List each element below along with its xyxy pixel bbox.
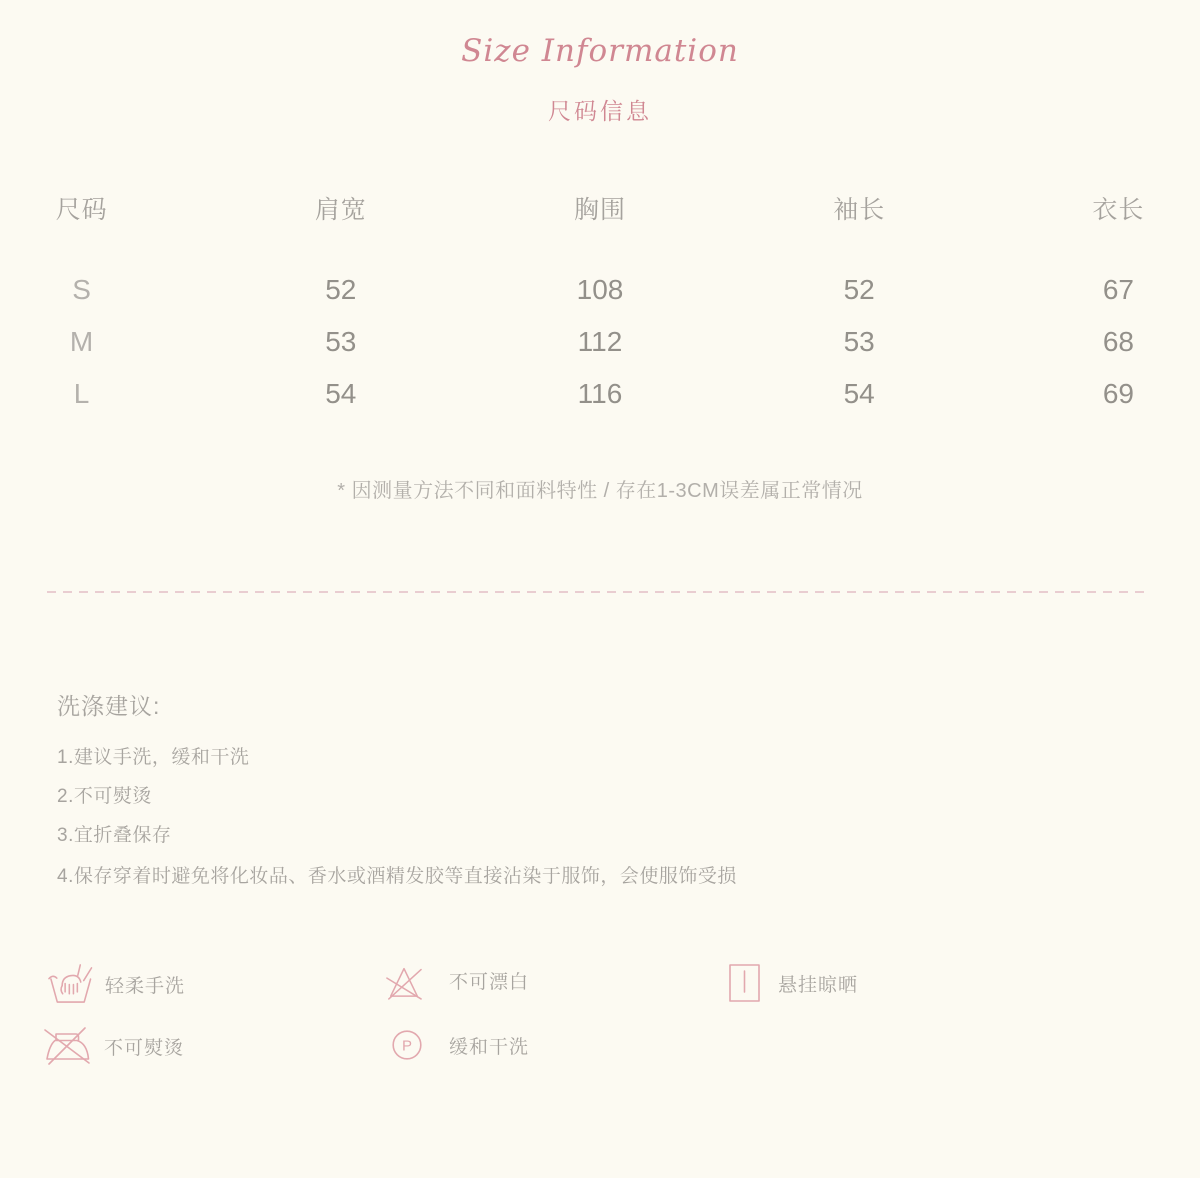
value-cell: 108 (576, 274, 624, 305)
no-iron-icon (43, 1027, 91, 1065)
table-row (0, 376, 1200, 412)
page-title-english: Size Information (461, 33, 739, 69)
column-header-length: 衣长 (1092, 196, 1145, 224)
value-cell: 53 (325, 326, 357, 357)
value-cell: 112 (577, 326, 623, 357)
value-cell: 69 (1102, 378, 1134, 409)
care-item-no-bleach (386, 960, 529, 1000)
no-bleach-icon (386, 960, 422, 1000)
care-item-hand-wash (48, 962, 185, 1006)
column-header-size: 尺码 (55, 196, 108, 224)
dashed-divider (47, 591, 1149, 593)
value-cell: 52 (325, 274, 357, 305)
column-header-chest: 胸围 (573, 196, 626, 224)
size-cell: L (73, 378, 90, 409)
list-item: 1.建议手洗，缓和干洗 (57, 747, 250, 768)
value-cell: 68 (1102, 326, 1134, 357)
care-label: 悬挂晾晒 (778, 974, 859, 996)
size-cell: M (69, 326, 94, 357)
care-item-dry-clean-gentle (392, 1030, 529, 1060)
care-item-hang-dry (729, 964, 858, 1002)
list-item: 2.不可熨烫 (57, 786, 152, 807)
value-cell: 54 (325, 378, 357, 409)
size-cell: S (72, 274, 91, 305)
value-cell: 116 (577, 378, 623, 409)
care-label: 不可漂白 (449, 971, 530, 993)
dry-clean-letter: P (401, 1037, 413, 1055)
care-label: 不可熨烫 (104, 1037, 185, 1059)
value-cell: 53 (843, 326, 875, 357)
hang-dry-icon (729, 964, 760, 1002)
care-label: 缓和干洗 (449, 1036, 530, 1058)
list-item: 4.保存穿着时避免将化妆品、香水或酒精发胶等直接沾染于服饰，会使服饰受损 (57, 866, 737, 887)
hand-wash-icon (48, 962, 93, 1006)
value-cell: 67 (1102, 274, 1134, 305)
column-header-shoulder: 肩宽 (314, 196, 367, 224)
page-title-chinese: 尺码信息 (548, 98, 652, 124)
dry-clean-gentle-icon (392, 1030, 422, 1060)
list-item: 3.宜折叠保存 (57, 825, 172, 846)
table-row (0, 324, 1200, 360)
column-header-sleeve: 袖长 (833, 196, 886, 224)
table-row (0, 272, 1200, 308)
measurement-tolerance-note: * 因测量方法不同和面料特性 / 存在1-3CM误差属正常情况 (337, 480, 863, 502)
value-cell: 52 (843, 274, 875, 305)
size-table-header (0, 194, 1200, 226)
value-cell: 54 (843, 378, 875, 409)
care-label: 轻柔手洗 (105, 975, 186, 997)
care-item-no-iron (43, 1027, 184, 1065)
washing-suggestions-heading: 洗涤建议: (57, 693, 161, 719)
